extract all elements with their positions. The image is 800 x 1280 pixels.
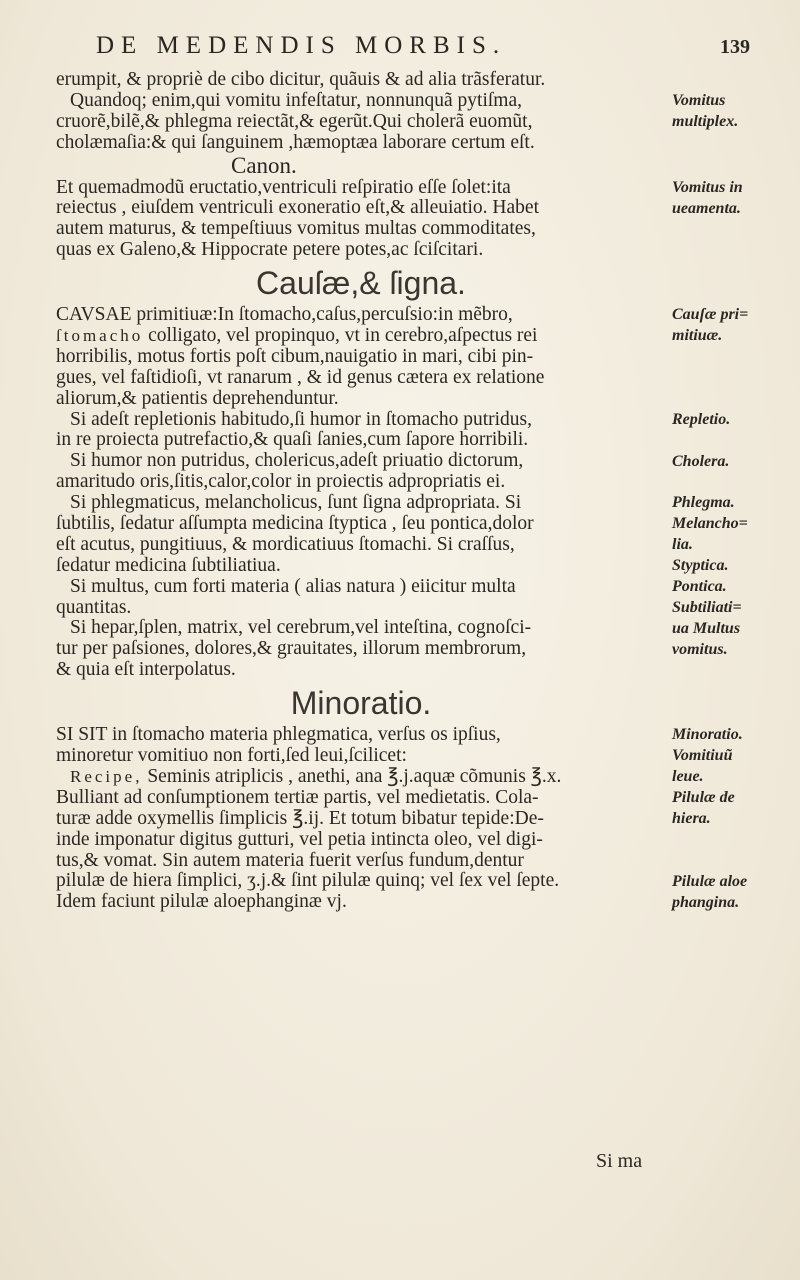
- text-line: Si multus, cum forti materia ( alias natura ) eiicitur multa: [70, 576, 516, 597]
- margin-note: Pontica.: [672, 577, 727, 595]
- margin-note: Repletio.: [672, 410, 731, 428]
- text-line: tus,& vomat. Sin autem materia fuerit verſus fundum,dentur: [56, 850, 524, 871]
- text-line: [56, 326, 666, 347]
- text-line: [56, 767, 666, 788]
- text-line: reiectus , eiuſdem ventriculi exoneratio eſt,& alleuiatio. Habet: [56, 198, 539, 219]
- small-caps-lead: ſtomacho: [56, 326, 144, 346]
- page-number: 139: [720, 36, 750, 58]
- margin-note: hiera.: [672, 810, 711, 827]
- text-line: in re proiecta putrefactio,& quaſi ſanies,cum ſapore horribili.: [56, 430, 529, 451]
- text-line: ſubtilis, ſedatur aſſumpta medicina ſtyptica , ſeu pontica,dolor: [56, 514, 534, 535]
- margin-note: phangina.: [672, 893, 740, 911]
- margin-note: Cholera.: [672, 452, 730, 470]
- text-line: minoretur vomitiuo non forti,ſed leui,ſcilicet:: [56, 746, 407, 767]
- text-line: Canon.: [231, 153, 297, 178]
- text-line: cholæmaſia:& qui ſanguinem ,hæmoptæa laborare certum eſt.: [56, 132, 535, 153]
- margin-note: leue.: [672, 768, 704, 786]
- text-line: eſt acutus, pungitiuus, & mordicatiuus ſtomachi. Si craſſus,: [56, 534, 515, 555]
- margin-note: Styptica.: [672, 557, 729, 574]
- margin-note: Cauſæ pri=: [672, 306, 749, 324]
- margin-note: Vomitus: [672, 91, 726, 109]
- margin-note: multiplex.: [672, 112, 739, 130]
- catchword: Si ma: [596, 1150, 643, 1172]
- text-line: erumpit, & propriè de cibo dicitur, quãuis & ad alia trãsferatur.: [56, 70, 546, 90]
- margin-note: Vomitiuũ: [672, 747, 733, 765]
- text-line: gues, vel faſtidioſi, vt ranarum , & id genus cætera ex relatione: [56, 367, 545, 388]
- text-line: Quandoq; enim,qui vomitu infeſtatur, nonnunquã pytiſma,: [70, 90, 522, 111]
- text-line: amaritudo oris,ſitis,calor,color in proiectis adpropriatis ei.: [56, 472, 506, 493]
- margin-note: Phlegma.: [672, 494, 735, 512]
- text-line: Si phlegmaticus, melancholicus, ſunt ſigna adpropriata. Si: [70, 493, 522, 514]
- text-line: Bulliant ad conſumptionem tertiæ partis, vel medietatis. Cola-: [56, 787, 539, 808]
- margin-note: Pilulæ de: [672, 789, 735, 807]
- text-line: quas ex Galeno,& Hippocrate petere potes,ac ſciſcitari.: [56, 240, 484, 261]
- text-line: horribilis, motus fortis poſt cibum,nauigatio in mari, cibi pin-: [56, 346, 534, 367]
- text-line: Si hepar,ſplen, matrix, vel cerebrum,vel inteſtina, cognoſci-: [70, 618, 532, 639]
- body-text: [56, 70, 666, 913]
- line-rest: colligato, vel propinquo, vt in cerebro,aſpectus rei: [143, 326, 538, 347]
- text-line: aliorum,& patientis deprehenduntur.: [56, 388, 339, 409]
- margin-note: vomitus.: [672, 640, 728, 658]
- text-line: Si humor non putridus, cholericus,adeſt priuatio dictorum,: [70, 451, 524, 472]
- running-title: DE MEDENDIS MORBIS.: [96, 32, 507, 59]
- margin-note: ua Multus: [672, 619, 741, 637]
- margin-note: lia.: [672, 536, 693, 554]
- text-line: inde imponatur digitus gutturi, vel petia intincta oleo, vel digi-: [56, 829, 543, 850]
- text-line: SI SIT in ſtomacho materia phlegmatica, verſus os ipſius,: [56, 725, 501, 746]
- text-line: pilulæ de hiera ſimplici, ʒ.j.& ſint pilulæ quinq; vel ſex vel ſepte.: [56, 871, 560, 892]
- small-caps-lead: Recipe,: [70, 766, 143, 786]
- text-line: CAVSAE primitiuæ:In ſtomacho,caſus,percuſsio:in mẽbro,: [56, 305, 513, 326]
- section-heading: Cauſæ,& ſigna.: [256, 265, 466, 302]
- margin-note: Subtiliati=: [672, 598, 742, 616]
- text-line: turæ adde oxymellis ſimplicis ℥.ij. Et totum bibatur tepide:De-: [56, 808, 544, 829]
- text-line: & quia eſt interpolatus.: [56, 660, 236, 681]
- text-line: cruorẽ,bilẽ,& phlegma reiectãt,& egerũt.Qui cholerã euomũt,: [56, 111, 533, 132]
- margin-note: Melancho=: [672, 515, 748, 533]
- text-line: Idem faciunt pilulæ aloephanginæ vj.: [56, 892, 347, 913]
- margin-note: Vomitus in: [672, 178, 743, 196]
- text-line: Et quemadmodũ eructatio,ventriculi reſpiratio eſſe ſolet:ita: [56, 177, 511, 198]
- margin-note: mitiuæ.: [672, 327, 723, 345]
- running-header: [96, 30, 750, 64]
- line-rest: Seminis atriplicis , anethi, ana ℥.j.aquæ cõmunis ℥.x.: [142, 766, 562, 787]
- text-line: tur per paſsiones, dolores,& grauitates, illorum membrorum,: [56, 639, 527, 660]
- text-line: ſedatur medicina ſubtiliatiua.: [56, 555, 281, 576]
- text-line: quantitas.: [56, 597, 132, 618]
- margin-note: ueamenta.: [672, 199, 741, 217]
- text-line: Si adeſt repletionis habitudo,ſi humor in ſtomacho putridus,: [70, 409, 532, 430]
- margin-note: Pilulæ aloe: [672, 872, 748, 890]
- section-heading: Minoratio.: [290, 685, 432, 722]
- margin-note: Minoratio.: [672, 726, 743, 744]
- text-line: autem maturus, & tempeſtiuus vomitus multas commoditates,: [56, 219, 536, 240]
